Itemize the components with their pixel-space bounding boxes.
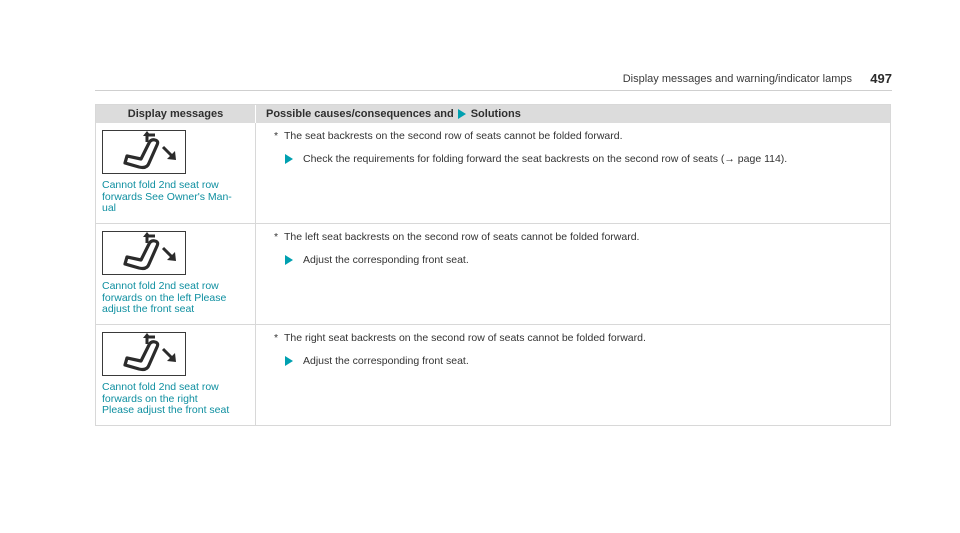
display-message-text: Cannot fold 2nd seat row forwards See Owner's Man- ual: [102, 179, 232, 214]
solution-text: Adjust the corresponding front seat.: [303, 355, 469, 367]
header-rule: [95, 90, 892, 91]
column-header-solutions: Solutions: [470, 108, 521, 120]
table-row: [96, 123, 890, 223]
table-row: [96, 223, 890, 324]
solution-line: [274, 152, 890, 166]
cause-text: The right seat backrests on the second row of seats cannot be folded forward.: [284, 332, 646, 344]
message-cell: [96, 123, 256, 223]
solution-arrow-icon: [285, 356, 293, 366]
seat-backrest-fold-icon: [102, 231, 186, 275]
display-message-text: Cannot fold 2nd seat row forwards on the left Please adjust the front seat: [102, 280, 227, 315]
cause-line: [274, 230, 890, 244]
solution-arrow-icon: [458, 109, 466, 119]
message-cell: [96, 325, 256, 425]
cause-marker: *: [274, 130, 279, 142]
cause-marker: *: [274, 332, 279, 344]
column-header-causes: Possible causes/consequences and: [266, 108, 454, 120]
causes-cell: [256, 325, 890, 425]
solution-line: [274, 253, 890, 267]
cause-text: The left seat backrests on the second row of seats cannot be folded forward.: [284, 231, 640, 243]
running-header-title: Display messages and warning/indicator lamps: [622, 73, 852, 85]
message-cell: [96, 224, 256, 324]
display-messages-table: [95, 104, 891, 426]
cause-line: [274, 129, 890, 143]
table-row: [96, 324, 890, 425]
display-message-text: Cannot fold 2nd seat row forwards on the right Please adjust the front seat: [102, 381, 230, 416]
seat-backrest-fold-icon: [102, 332, 186, 376]
seat-backrest-fold-icon: [102, 130, 186, 174]
solution-text: Check the requirements for folding forward the seat backrests on the second row of seats (→ page 114).: [303, 153, 788, 165]
causes-cell: [256, 123, 890, 223]
cause-marker: *: [274, 231, 279, 243]
solution-line: [274, 354, 890, 368]
column-header-causes-solutions: [256, 105, 890, 123]
cause-line: [274, 331, 890, 345]
solution-text: Adjust the corresponding front seat.: [303, 254, 469, 266]
cause-text: The seat backrests on the second row of seats cannot be folded forward.: [284, 130, 623, 142]
solution-arrow-icon: [285, 255, 293, 265]
column-header-messages: Display messages: [96, 105, 256, 123]
table-header: [96, 105, 890, 123]
page-number: 497: [870, 71, 892, 86]
causes-cell: [256, 224, 890, 324]
solution-arrow-icon: [285, 154, 293, 164]
